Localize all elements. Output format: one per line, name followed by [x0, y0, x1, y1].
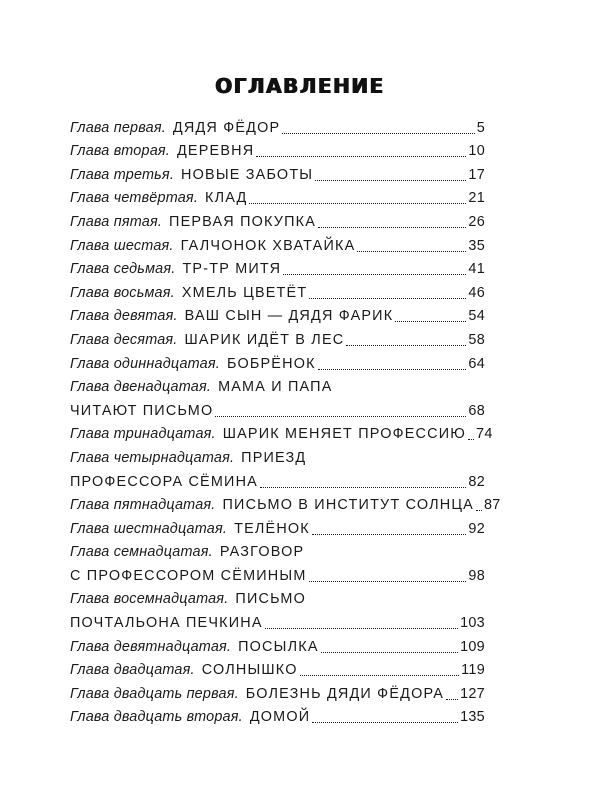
toc-entry	[70, 491, 501, 515]
page-number: 26	[468, 213, 485, 230]
chapter-number: Глава вторая.	[70, 143, 170, 160]
chapter-number: Глава четырнадцатая.	[70, 449, 235, 466]
page-number: 68	[468, 402, 485, 419]
chapter-title: ПИСЬМО В ИНСТИТУТ СОЛНЦА	[222, 497, 474, 514]
chapter-number: Глава восемнадцатая.	[70, 591, 229, 608]
dot-leader	[300, 674, 460, 676]
chapter-number: Глава двадцатая.	[70, 662, 195, 679]
chapter-title-continued: ЧИТАЮТ ПИСЬМО	[70, 402, 214, 419]
chapter-title: ВАШ СЫН — ДЯДЯ ФАРИК	[184, 308, 394, 325]
dot-leader	[312, 533, 467, 535]
page-number: 46	[468, 284, 485, 301]
toc-entry	[70, 302, 485, 326]
chapter-title: КЛАД	[205, 190, 248, 207]
chapter-title: ПЕРВАЯ ПОКУПКА	[169, 213, 317, 230]
toc-entry-continuation	[70, 608, 485, 632]
chapter-title: ГАЛЧОНОК ХВАТАЙКА	[180, 237, 356, 254]
chapter-number: Глава шестнадцатая.	[70, 520, 228, 537]
page-number: 5	[476, 119, 485, 136]
chapter-title-continued: ПРОФЕССОРА СЁМИНА	[70, 473, 258, 490]
page-number: 82	[468, 473, 485, 490]
page-number: 135	[460, 709, 485, 726]
chapter-number: Глава двадцать первая.	[70, 685, 239, 702]
toc-entry	[70, 538, 485, 562]
toc-entry	[70, 137, 485, 161]
dot-leader	[321, 651, 458, 653]
page-number: 74	[476, 426, 493, 443]
chapter-title: НОВЫЕ ЗАБОТЫ	[181, 166, 314, 183]
chapter-title: ДЯДЯ ФЁДОР	[172, 119, 281, 136]
page-number: 41	[468, 261, 485, 278]
page-number: 119	[461, 662, 485, 679]
chapter-title: ПОСЫЛКА	[238, 638, 319, 655]
page-number: 35	[468, 237, 485, 254]
toc-entry-continuation	[70, 467, 485, 491]
page-number: 64	[468, 355, 485, 372]
chapter-title: ШАРИК ИДЁТ В ЛЕС	[184, 331, 345, 348]
dot-leader	[318, 226, 466, 228]
toc-entry	[70, 231, 485, 255]
page-number: 87	[483, 497, 501, 514]
page-number: 21	[468, 190, 485, 207]
toc-entry	[70, 443, 485, 467]
toc-entry-continuation	[70, 561, 485, 585]
dot-leader	[260, 486, 466, 488]
chapter-title: ТР-ТР МИТЯ	[182, 261, 282, 278]
dot-leader	[282, 132, 474, 134]
chapter-number: Глава тринадцатая.	[70, 426, 216, 443]
toc-entry	[70, 278, 485, 302]
chapter-title: БОБРЁНОК	[226, 355, 316, 372]
dot-leader	[318, 368, 467, 370]
table-of-contents	[70, 113, 501, 726]
toc-entry	[70, 632, 485, 656]
toc-entry	[70, 255, 485, 279]
chapter-number: Глава седьмая.	[70, 261, 176, 278]
chapter-title: БОЛЕЗНЬ ДЯДИ ФЁДОРА	[245, 685, 445, 702]
dot-leader	[395, 320, 466, 322]
chapter-number: Глава третья.	[70, 166, 175, 183]
dot-leader	[312, 721, 458, 723]
toc-entry-continuation	[70, 396, 485, 420]
chapter-title-continued: ПОЧТАЛЬОНА ПЕЧКИНА	[70, 615, 263, 632]
toc-entry	[70, 184, 485, 208]
chapter-number: Глава пятая.	[70, 213, 163, 230]
chapter-number: Глава восьмая.	[70, 284, 175, 301]
toc-entry	[70, 207, 485, 231]
chapter-number: Глава двадцать вторая.	[70, 709, 243, 726]
toc-entry	[70, 349, 485, 373]
dot-leader	[315, 179, 466, 181]
dot-leader	[476, 509, 482, 511]
toc-entry	[70, 420, 493, 444]
chapter-number: Глава пятнадцатая.	[70, 497, 216, 514]
page-number: 54	[468, 308, 485, 325]
dot-leader	[309, 580, 467, 582]
toc-entry	[70, 113, 485, 137]
page-number: 17	[468, 166, 485, 183]
toc-entry	[70, 514, 485, 538]
page-title: ОГЛАВЛЕНИЕ	[215, 74, 385, 98]
chapter-number: Глава одиннадцатая.	[70, 355, 220, 372]
dot-leader	[249, 202, 466, 204]
chapter-number: Глава десятая.	[70, 331, 178, 348]
page-number: 103	[460, 615, 485, 632]
dot-leader	[283, 273, 466, 275]
chapter-title: ДЕРЕВНЯ	[176, 143, 255, 160]
chapter-title: ХМЕЛЬ ЦВЕТЁТ	[181, 284, 308, 301]
page-number: 92	[468, 520, 485, 537]
chapter-title: ШАРИК МЕНЯЕТ ПРОФЕССИЮ	[222, 426, 467, 443]
toc-entry	[70, 679, 485, 703]
page-number: 127	[460, 685, 485, 702]
chapter-title: РАЗГОВОР	[219, 544, 305, 561]
dot-leader	[256, 155, 466, 157]
toc-entry	[70, 325, 485, 349]
chapter-title: ТЕЛЁНОК	[234, 520, 310, 537]
chapter-number: Глава девятнадцатая.	[70, 638, 232, 655]
chapter-number: Глава четвёртая.	[70, 190, 199, 207]
chapter-title: МАМА И ПАПА	[218, 379, 333, 396]
page-number: 98	[468, 567, 485, 584]
toc-entry	[70, 585, 485, 609]
chapter-number: Глава девятая.	[70, 308, 178, 325]
chapter-title: СОЛНЫШКО	[201, 662, 298, 679]
page-number: 58	[468, 331, 485, 348]
dot-leader	[446, 698, 458, 700]
dot-leader	[468, 438, 474, 440]
toc-entry	[70, 656, 485, 680]
chapter-number: Глава шестая.	[70, 237, 174, 254]
chapter-title-continued: С ПРОФЕССОРОМ СЁМИНЫМ	[70, 567, 307, 584]
dot-leader	[309, 297, 466, 299]
toc-entry	[70, 703, 485, 727]
dot-leader	[265, 627, 458, 629]
chapter-number: Глава двенадцатая.	[70, 379, 212, 396]
chapter-number: Глава первая.	[70, 119, 166, 136]
chapter-title: ДОМОЙ	[249, 709, 311, 726]
toc-entry	[70, 373, 485, 397]
chapter-title: ПРИЕЗД	[241, 449, 307, 466]
chapter-title: ПИСЬМО	[235, 591, 306, 608]
toc-entry	[70, 160, 485, 184]
dot-leader	[357, 250, 466, 252]
page-number: 109	[460, 638, 485, 655]
dot-leader	[346, 344, 466, 346]
page-number: 10	[468, 143, 485, 160]
dot-leader	[215, 415, 466, 417]
chapter-number: Глава семнадцатая.	[70, 544, 213, 561]
